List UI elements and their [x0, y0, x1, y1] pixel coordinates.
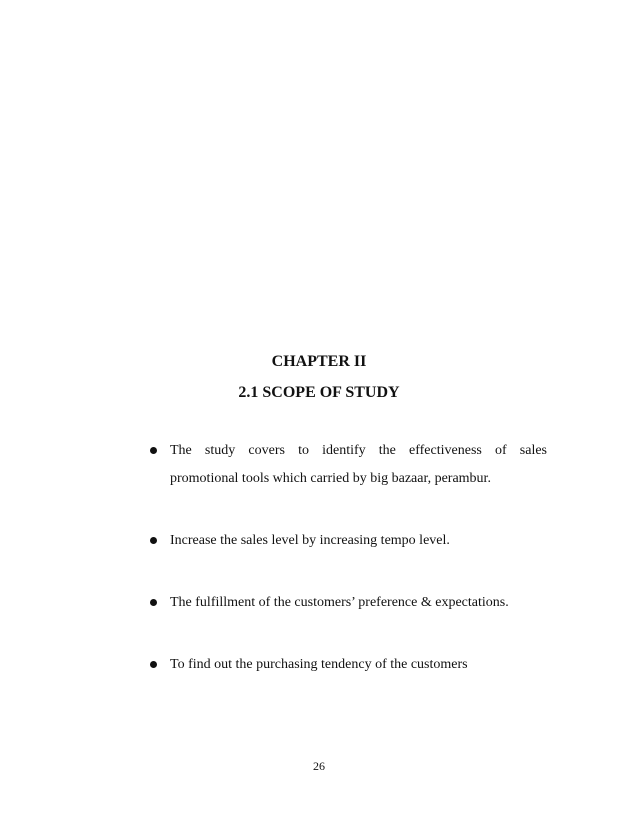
bullet-text — [170, 437, 547, 493]
bullet-text: The fulfillment of the customers’ preference & expectations. — [170, 595, 509, 610]
bullet-text: Increase the sales level by increasing tempo level. — [170, 533, 450, 548]
bullet-text: To find out the purchasing tendency of the customers — [170, 657, 468, 672]
list-item — [150, 437, 547, 493]
scope-bullet-list — [150, 437, 547, 713]
bullet-dot-icon — [150, 537, 157, 544]
chapter-title: CHAPTER II — [271, 353, 367, 370]
bullet-dot-icon — [150, 661, 157, 668]
page-number: 26 — [313, 759, 325, 773]
bullet-dot-icon — [150, 447, 157, 454]
list-item — [150, 527, 547, 555]
list-item — [150, 651, 547, 679]
section-title: 2.1 SCOPE OF STUDY — [238, 384, 400, 401]
bullet-text-line: promotional tools which carried by big bazaar, perambur. — [170, 471, 491, 486]
bullet-dot-icon — [150, 599, 157, 606]
list-item — [150, 589, 547, 617]
bullet-text-line: The study covers to identify the effectiveness of sales — [170, 443, 547, 458]
